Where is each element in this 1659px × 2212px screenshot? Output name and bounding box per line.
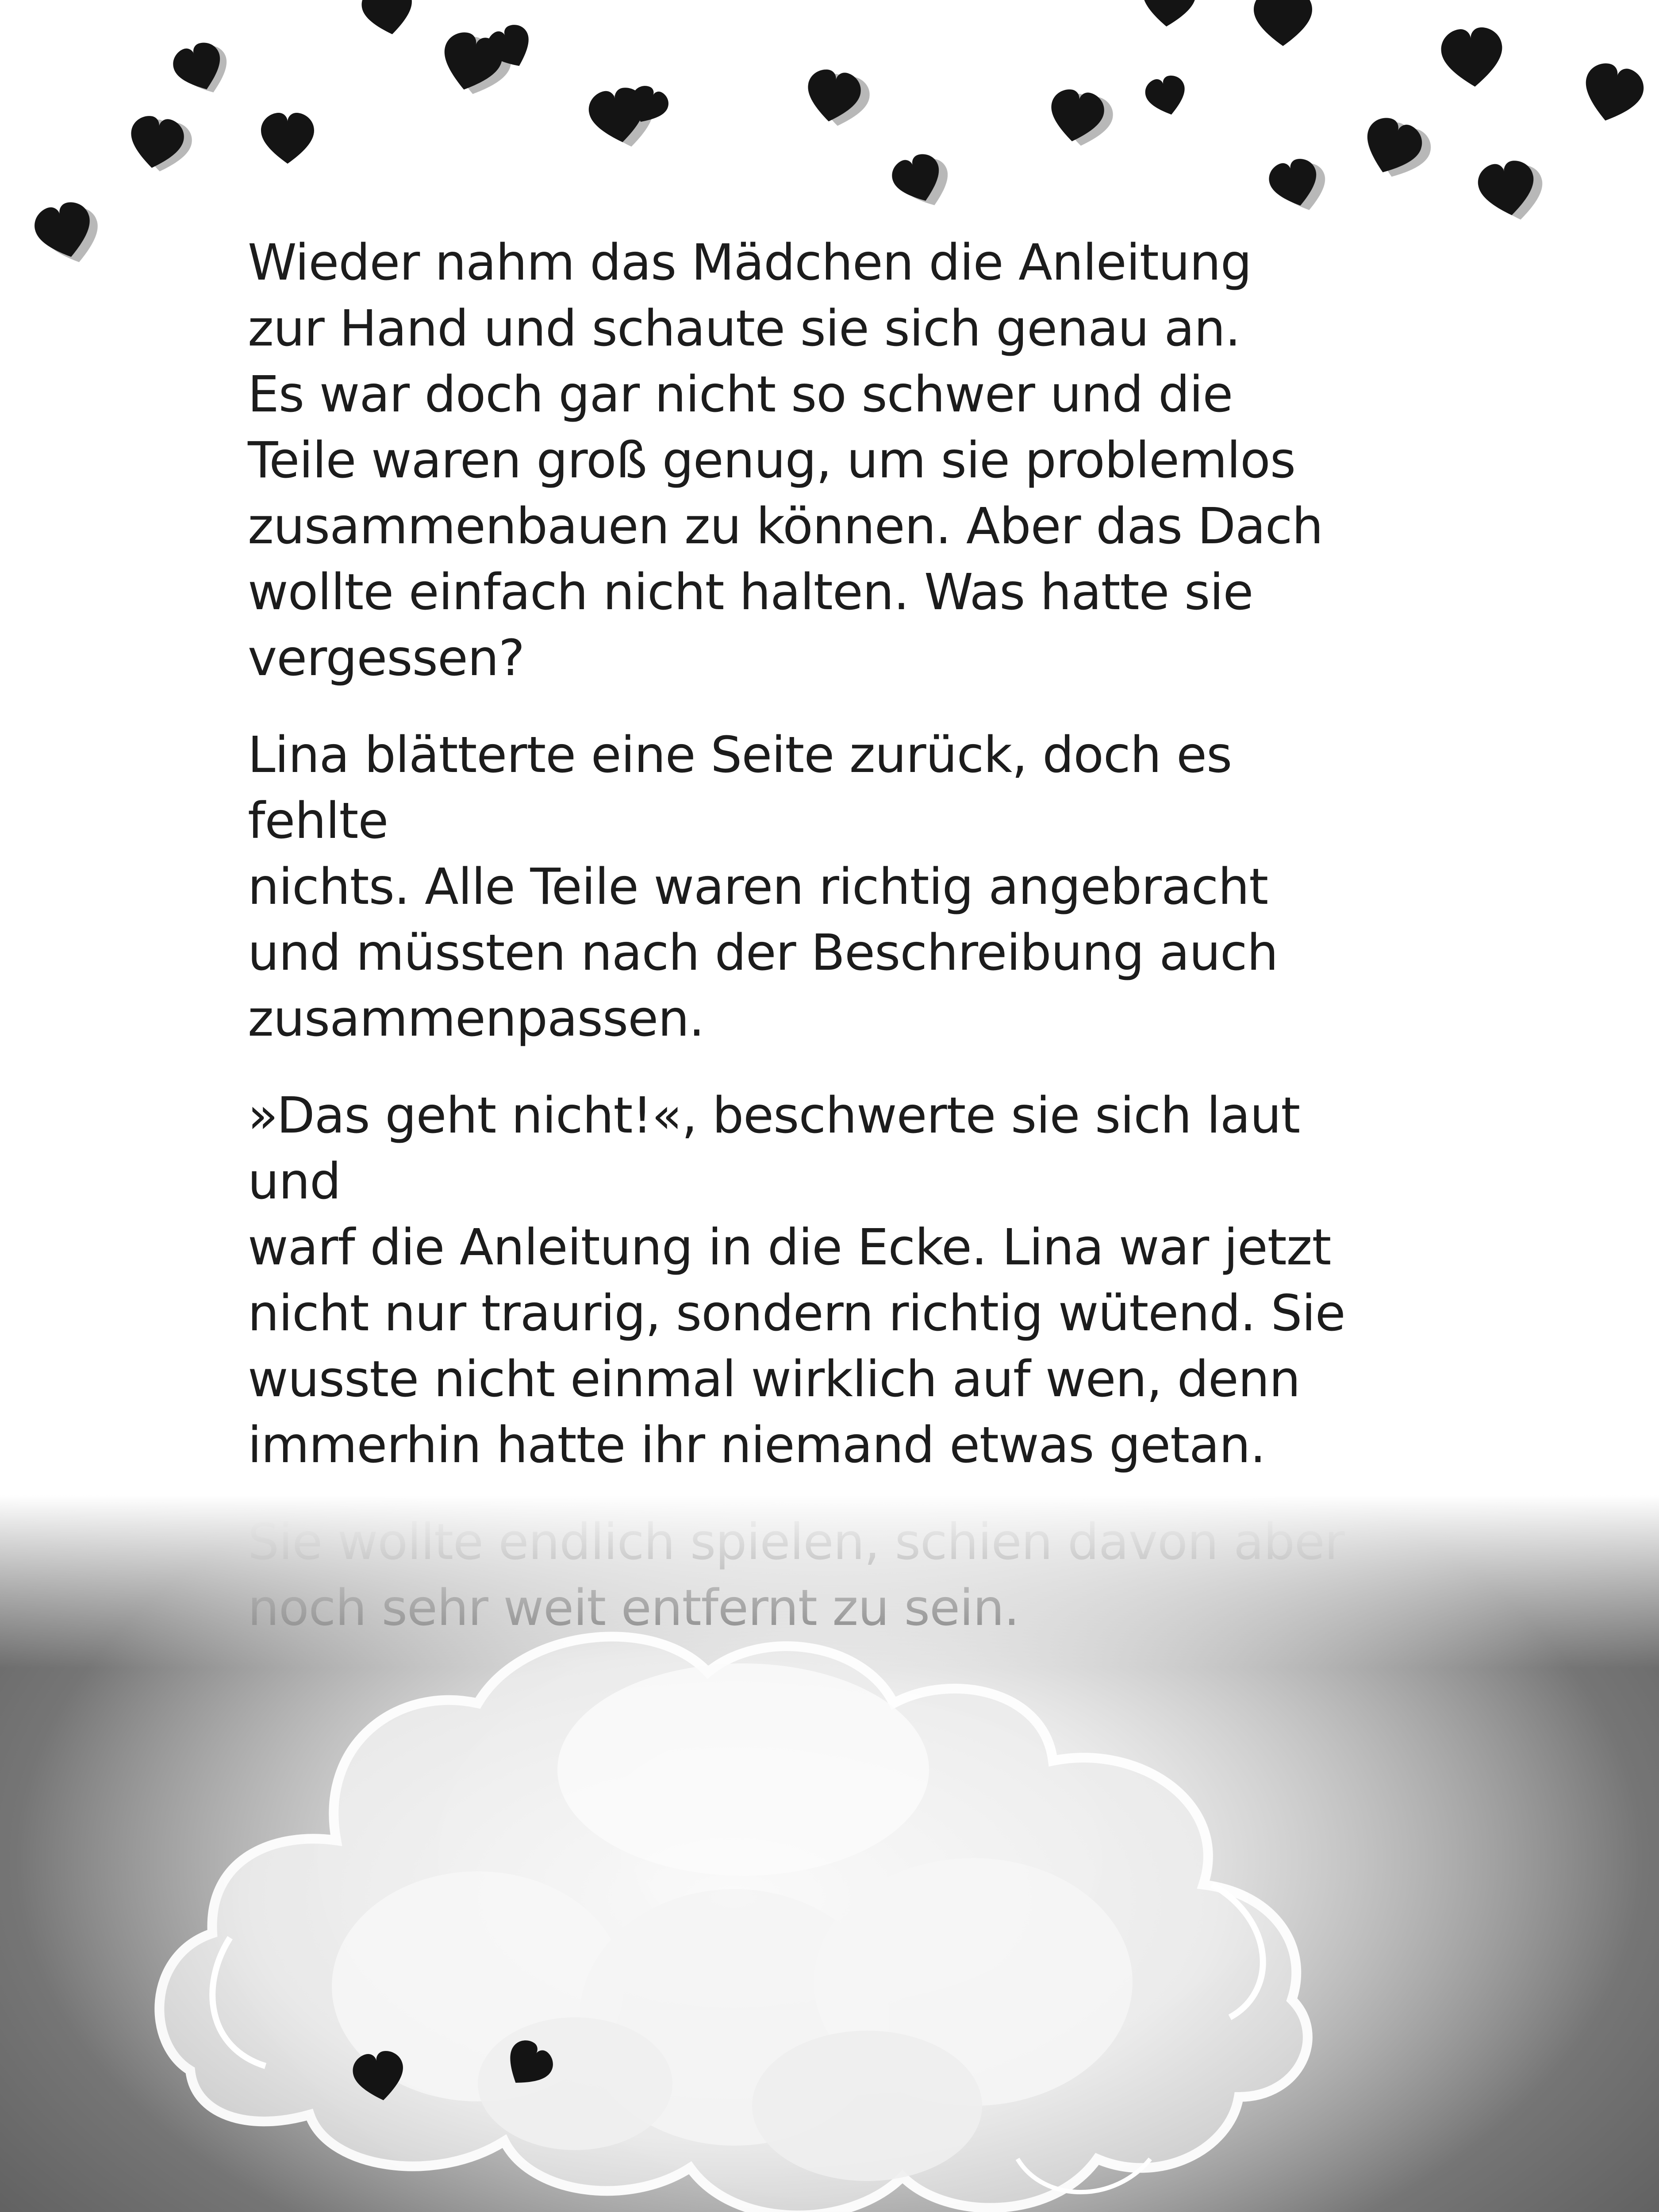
story-text — [248, 230, 1371, 1672]
cloud-illustration — [0, 1495, 1659, 2212]
paragraph-3: »Das geht nicht!«, beschwerte sie sich laut und warf die Anleitung in die Ecke. Lina war jetzt nicht nur traurig, sondern richtig wütend. Sie wusste nicht einmal wirklich auf wen, denn immerhin hatte ihr niemand etwas getan. — [248, 1087, 1345, 1474]
paragraph-1: Wieder nahm das Mädchen die Anleitung zur Hand und schaute sie sich genau an. Es war doch gar nicht so schwer und die Teile waren groß genug, um sie problemlos zusammenbauen zu können. Aber das Dach wollte einfach nicht halten. Was hatte sie vergessen? — [248, 234, 1323, 687]
paragraph-2: Lina blätterte eine Seite zurück, doch es fehlte nichts. Alle Teile waren richtig angebracht und müssten nach der Beschreibung auch zusammenpassen. — [248, 726, 1278, 1048]
